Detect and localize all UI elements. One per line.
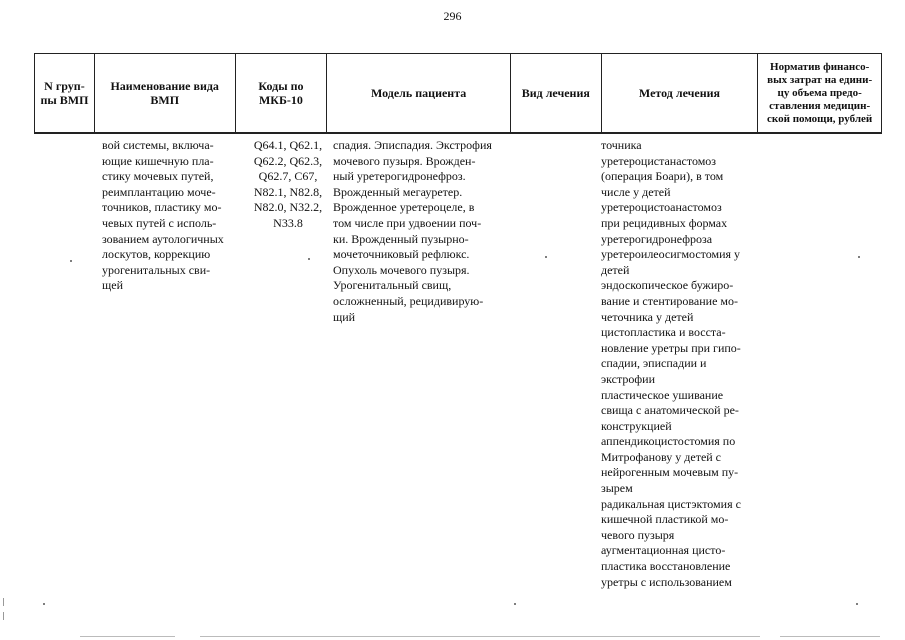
header-patient-model-label: Модель пациента (370, 86, 467, 100)
cell-vmp-name: вой системы, включа- ющие кишечную пла- стику мочевых путей, реимплантацию моче- точников, пластику мо- чевых путей с исполь- зованием аутологичных лоскутов, коррекцию урогенитальных сви- щей (102, 138, 224, 293)
scan-speck (545, 256, 547, 258)
header-treatment-type-label: Вид лечения (521, 86, 590, 100)
scan-speck (858, 256, 860, 258)
scan-speck (514, 603, 516, 605)
header-treatment-method-label: Метод лечения (638, 86, 721, 100)
header-vmp-name (95, 54, 236, 132)
header-patient-model (327, 54, 511, 132)
margin-mark (3, 598, 4, 606)
page-edge-line (80, 636, 175, 637)
scan-speck (43, 603, 45, 605)
page-edge-line (200, 636, 760, 637)
page-edge-line (780, 636, 880, 637)
scan-speck (308, 258, 310, 260)
cell-patient-model: спадия. Эписпадия. Экстрофия мочевого пузыря. Врожден- ный уретерогидронефроз. Врожденный мегауретер. Врожденное уретероцеле, в том числе при удвоении поч- ки. Врожденный пузырно- мочеточниковый рефлюкс. Опухоль мочевого пузыря. Урогенитальный свищ, осложненный, рецидивирую- щий (333, 138, 492, 324)
scan-speck (856, 603, 858, 605)
header-cost-norm-label: Норматив финансо- вых затрат на едини- цу объема предо- ставления медицин- ской помощи, рублей (767, 60, 873, 125)
header-icd-codes (236, 54, 328, 132)
header-treatment-type (511, 54, 602, 132)
header-vmp-name-label: Наименование вида ВМП (110, 79, 219, 107)
header-treatment-method (602, 54, 759, 132)
table-body-top-rule (34, 133, 882, 134)
cell-treatment-method: точника уретероцистанастомоз (операция Боари), в том числе у детей уретероцистоанастомоз при рецидивных формах уретерогидронефроза уретероилеосигмостомия у детей эндоскопическое бужиро- вание и стентирование мо- четочника у детей цистопластика и восста- новление уретры при гипо- спадии, эписпадии и экстрофии пластическое ушивание свища с анатомической ре- конструкцией аппендикоцистостомия по Митрофанову у детей с нейрогенным мочевым пу- зырем радикальная цистэктомия с кишечной пластикой мо- чевого пузыря аугментационная цисто- пластика восстановление уретры с использованием (601, 138, 741, 589)
header-vmp-group (35, 54, 95, 132)
cell-icd-codes: Q64.1, Q62.1, Q62.2, Q62.3, Q62.7, C67, N82.1, N82.8, N82.0, N32.2, N33.8 (253, 138, 323, 230)
header-vmp-group-label: N груп- пы ВМП (40, 79, 89, 107)
header-icd-codes-label: Коды по МКБ-10 (258, 79, 304, 107)
header-cost-norm (758, 54, 881, 132)
page-number: 296 (443, 9, 462, 23)
margin-mark (3, 612, 4, 620)
table-header (34, 53, 882, 133)
scan-speck (70, 260, 72, 262)
